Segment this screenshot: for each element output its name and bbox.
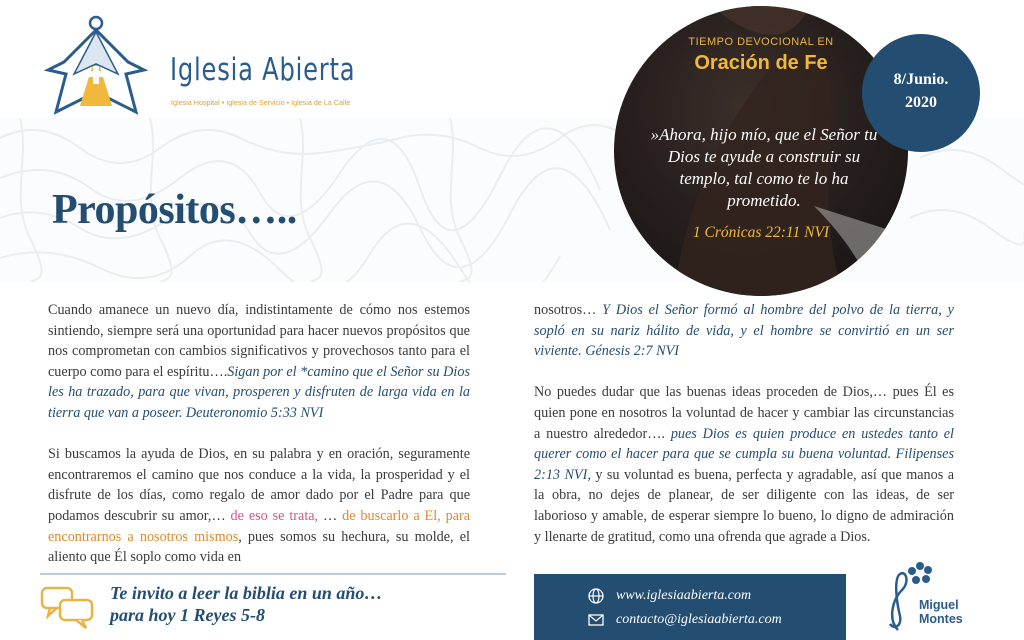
- paragraph-2-highlight-orange: de buscarlo a El, para encontrarnos a nosotros mismos: [48, 507, 470, 545]
- devotional-reference: 1 Crónicas 22:11 NVI: [692, 224, 830, 241]
- globe-icon: [588, 588, 604, 604]
- mail-icon: [588, 614, 604, 626]
- website-link[interactable]: www.iglesiaabierta.com: [616, 588, 752, 603]
- devotional-heading: Oración de Fe: [694, 52, 828, 74]
- paragraph-4: [534, 382, 954, 547]
- brand-tagline: Iglesia Hospital • Iglesia de Servicio • Iglesia de La Calle: [171, 98, 351, 107]
- page-title: Propósitos…..: [52, 187, 297, 233]
- contact-box: [534, 574, 846, 640]
- paragraph-2-end: , pues somos su hechura, su molde, el aliento que Él soplo como vida en: [48, 528, 470, 566]
- website-row[interactable]: [588, 588, 751, 604]
- brand-name: Iglesia Abierta: [170, 52, 356, 88]
- paragraph-3-quote: Y Dios el Señor formó al hombre del polvo de la tierra, y sopló en su nariz hálito de vida, y el hombre se convirtió en un ser viviente. Génesis 2:7 NVI: [534, 302, 954, 360]
- paragraph-1-quote: Sigan por el *camino que el Señor su Dios les ha trazado, para que vivan, prosperen y disfruten de larga vida en la tierra que van a poseer. Deuteronomio 5:33 NVI: [48, 363, 470, 421]
- paragraph-1: [48, 300, 470, 424]
- author-first: Miguel: [919, 598, 959, 612]
- devotional-circle: [614, 6, 908, 296]
- chat-bubbles-icon: [40, 584, 96, 630]
- date-badge: [862, 34, 980, 152]
- paragraph-4-text: No puedes dudar que las buenas ideas proceden de Dios,… pues Él es quien pone en nosotros la voluntad de hacer y cambiar las circunstancias a nuestro alrededor….: [534, 384, 954, 442]
- church-logo-icon: [44, 14, 156, 118]
- author-name: [919, 598, 963, 626]
- paragraph-2: [48, 444, 470, 568]
- reading-invite: [110, 582, 382, 626]
- paragraph-3-text: nosotros…: [534, 302, 603, 318]
- paragraph-2-mid: …: [318, 507, 343, 524]
- email-link[interactable]: contacto@iglesiaabierta.com: [616, 612, 782, 627]
- invite-line-1: Te invito a leer la biblia en un año…: [110, 583, 383, 603]
- body-column-left: [48, 300, 470, 588]
- body-column-right: [534, 300, 954, 568]
- date-year: 2020: [905, 94, 937, 111]
- footer-divider: [40, 573, 506, 575]
- paragraph-2-text: Si buscamos la ayuda de Dios, en su palabra y en oración, seguramente encontraremos el camino que nos conduce a la vida, la prosperidad y el disfrute de los días, como regalo de amor dado por el Padre para que podamos descubrir su amor,…: [48, 446, 470, 524]
- paragraph-3: [534, 300, 954, 362]
- author-last: Montes: [919, 612, 963, 626]
- paragraph-1-text: Cuando amanece un nuevo día, indistintamente de cómo nos estemos sintiendo, siempre será una oportunidad para hacer nuevos propósitos que nos comprometan con cambios significativos y provechosos tanto para el cuerpo como para el espíritu….: [48, 302, 470, 380]
- paragraph-4-end: y su voluntad es buena, perfecta y agradable, así que manos a la obra, no dejes de planear, de ser diligente con las ideas, de ser laborioso y amable, de esperar siempre lo bueno, lo digno de admiración y llenarte de gratitud, como una ofrenda que agrade a Dios.: [534, 466, 954, 545]
- devotional-kicker: TIEMPO DEVOCIONAL EN: [688, 36, 834, 48]
- invite-line-2: para hoy 1 Reyes 5-8: [110, 605, 265, 625]
- email-row[interactable]: [588, 612, 782, 628]
- date-day: 8/Junio.: [893, 71, 949, 88]
- paragraph-4-quote: pues Dios es quien produce en ustedes tanto el querer como el hacer para que se cumpla su buena voluntad. Filipenses 2:13 NVI,: [534, 425, 954, 483]
- paragraph-2-highlight-pink: de eso se trata,: [230, 507, 319, 524]
- devotional-quote: »Ahora, hijo mío, que el Señor tu Dios te ayude a construir su templo, tal como te lo ha prometido.: [650, 125, 878, 210]
